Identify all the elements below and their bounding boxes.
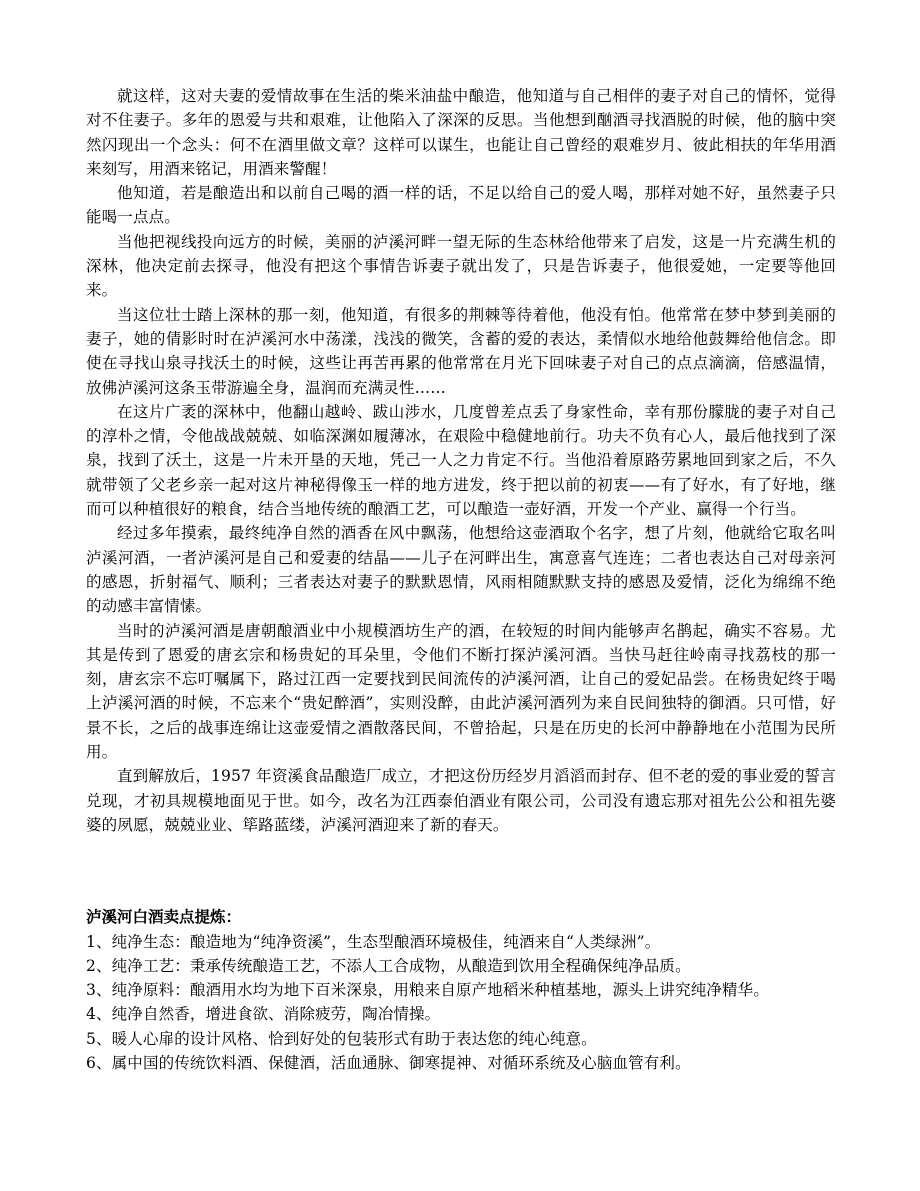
selling-point-item: 3、纯净原料：酿酒用水均为地下百米深泉，用粮来自原产地稻米种植基地，源头上讲究纯净精华。 [86, 981, 769, 1000]
story-paragraph: 经过多年摸索，最终纯净自然的酒香在风中飘荡，他想给这壶酒取个名字，想了片刻，他就给它取名叫泸溪河酒，一者泸溪河是自己和爱妻的结晶——儿子在河畔出生，寓意喜气连连；二者也表达自己对母亲河的感恩，折射福气、顺利；三者表达对妻子的默默恩情，风雨相随默默支持的感恩及爱情，泛化为绵绵不绝的动感丰富情愫。 [86, 524, 836, 616]
selling-point-item: 5、暖人心扉的设计风格、恰到好处的包装形式有助于表达您的纯心纯意。 [86, 1029, 597, 1048]
story-paragraph: 当时的泸溪河酒是唐朝酿酒业中小规模酒坊生产的酒，在较短的时间内能够声名鹊起，确实不容易。尤其是传到了恩爱的唐玄宗和杨贵妃的耳朵里，令他们不断打探泸溪河酒。当快马赶往岭南寻找荔枝的那一刻，唐玄宗不忘叮嘱属下，路过江西一定要找到民间流传的泸溪河酒，让自己的爱妃品尝。在杨贵妃终于喝上泸溪河酒的时候，不忘来个“贵妃醉酒”，实则没醉，由此泸溪河酒列为来自民间独特的御酒。只可惜，好景不长，之后的战事连绵让这壶爱情之酒散落民间，不曾拾起，只是在历史的长河中静静地在小范围为民所用。 [86, 621, 836, 762]
selling-points-title: 泸溪河白酒卖点提炼： [86, 907, 242, 927]
story-paragraph: 当他把视线投向远方的时候，美丽的泸溪河畔一望无际的生态林给他带来了启发，这是一片充满生机的深林，他决定前去探寻，他没有把这个事情告诉妻子就出发了，只是告诉妻子，他很爱她，一定要等他回来。 [86, 232, 836, 300]
selling-points-section [86, 905, 836, 1075]
selling-point-item: 2、纯净工艺：秉承传统酿造工艺，不添人工合成物，从酿造到饮用全程确保纯净品质。 [86, 956, 691, 975]
selling-points-list [86, 930, 836, 1076]
selling-point-item: 1、纯净生态：酿造地为“纯净资溪”，生态型酿酒环境极佳，纯酒来自“人类绿洲”。 [86, 932, 661, 951]
selling-point-item: 4、纯净自然香，增进食欲、消除疲劳，陶冶情操。 [86, 1005, 441, 1024]
section-spacer [86, 837, 836, 905]
story-paragraph: 就这样，这对夫妻的爱情故事在生活的柴米油盐中酿造，他知道与自己相伴的妻子对自己的情怀，觉得对不住妻子。多年的恩爱与共和艰难，让他陷入了深深的反思。当他想到酗酒寻找酒脱的时候，他的脑中突然闪现出一个念头：何不在酒里做文章？这样可以谋生，也能让自己曾经的艰难岁月、彼此相扶的年华用酒来刻写，用酒来铭记，用酒来警醒！ [86, 87, 836, 178]
story-section [86, 84, 836, 837]
story-paragraph: 在这片广袤的深林中，他翻山越岭、跋山涉水，几度曾差点丢了身家性命，幸有那份朦胧的妻子对自己的淳朴之情，令他战战兢兢、如临深渊如履薄冰，在艰险中稳健地前行。功夫不负有心人，最后他找到了深泉，找到了沃土，这是一片未开垦的天地，凭己一人之力肯定不行。当他沿着原路劳累地回到家之后，不久就带领了父老乡亲一起对这片神秘得像玉一样的地方进发，终于把以前的初衷——有了好水，有了好地，继而可以种植很好的粮食，结合当地传统的酿酒工艺，可以酿造一壶好酒，开发一个产业、赢得一个行当。 [86, 402, 836, 519]
document-page [86, 84, 836, 1075]
story-paragraph: 当这位壮士踏上深林的那一刻，他知道，有很多的荆棘等待着他，他没有怕。他常常在梦中梦到美丽的妻子，她的倩影时时在泸溪河水中荡漾，浅浅的微笑，含蓄的爱的表达，柔情似水地给他鼓舞给他信念。即使在寻找山泉寻找沃土的时候，这些让再苦再累的他常常在月光下回味妻子对自己的点点滴滴，倍感温情，放佛泸溪河这条玉带游遍全身，温润而充满灵性…… [86, 305, 836, 397]
story-paragraph: 他知道，若是酿造出和以前自己喝的酒一样的话，不足以给自己的爱人喝，那样对她不好，虽然妻子只能喝一点点。 [86, 184, 836, 227]
story-paragraph: 直到解放后，1957 年资溪食品酿造厂成立，才把这份历经岁月滔滔而封存、但不老的爱的事业爱的誓言兑现，才初具规模地面见于世。如今，改名为江西泰伯酒业有限公司，公司没有遗忘那对祖先公公和祖先婆婆的夙愿，兢兢业业、筚路蓝缕，泸溪河酒迎来了新的春天。 [86, 767, 836, 834]
selling-point-item: 6、属中国的传统饮料酒、保健酒，活血通脉、御寒提神、对循环系统及心脑血管有利。 [86, 1053, 691, 1072]
